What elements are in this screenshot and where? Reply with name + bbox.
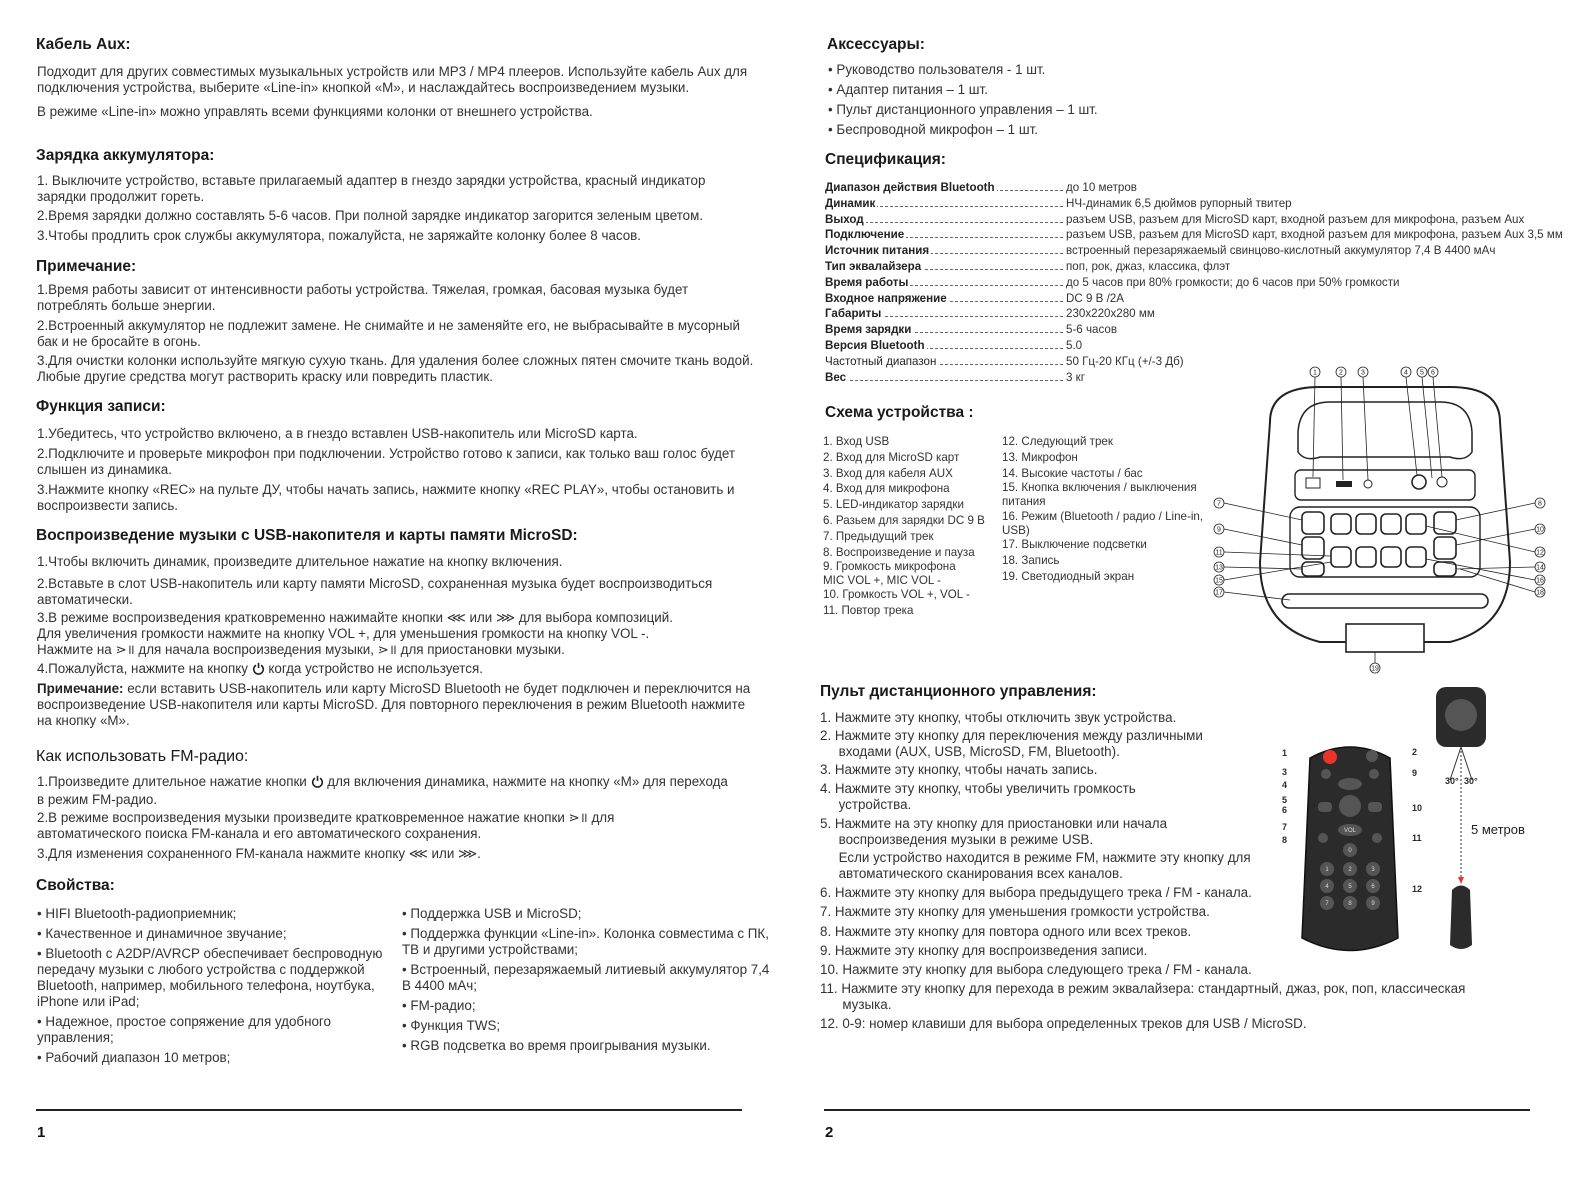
scheme-list-2 xyxy=(1002,434,1203,585)
accessories-title: Аксессуары: xyxy=(827,36,925,53)
spec-value: поп, рок, джаз, классика, флэт xyxy=(1066,259,1231,273)
prop-item: • Качественное и динамичное звучание; xyxy=(37,926,395,942)
page-number: 2 xyxy=(825,1124,834,1141)
aux-paragraph-2: В режиме «Line-in» можно управлять всеми функциями колонки от внешнего устройства. xyxy=(37,104,593,119)
scheme-item: 8. Воспроизведение и пауза xyxy=(823,545,975,559)
spec-row xyxy=(825,275,1576,291)
rec-title: Функция записи: xyxy=(36,398,166,415)
remote-item: 2. Нажмите эту кнопку для переключения между различными xyxy=(820,728,1203,743)
remote-item: 3. Нажмите эту кнопку, чтобы начать запись. xyxy=(820,762,1098,777)
usb-item-4-text-a: 4.Пожалуйста, нажмите на кнопку xyxy=(37,661,248,676)
rec-item-2: 2.Подключите и проверьте микрофон при подключении. Устройство готово к записи, как только ваш голос будет слышен из динамика. xyxy=(37,446,736,477)
svg-text:7: 7 xyxy=(1325,901,1329,907)
spec-value: 50 Гц-20 КГц (+/-3 Дб) xyxy=(1066,354,1184,368)
spec-row xyxy=(825,196,1576,212)
rec-item-3: 3.Нажмите кнопку «REC» на пульте ДУ, чтобы начать запись, нажмите кнопку «REC PLAY», чтобы остановить и воспроизвести запись. xyxy=(37,482,735,513)
svg-text:9: 9 xyxy=(1217,526,1221,534)
usb-item-4-text-b: когда устройство не используется. xyxy=(268,661,483,676)
page-number: 1 xyxy=(37,1124,46,1141)
usb-item-3c: Нажмите на ⋗॥ для начала воспроизведения музыки, ⋗॥ для приостановки музыки. xyxy=(37,642,565,657)
scheme-item: 15. Кнопка включения / выключения xyxy=(1002,481,1197,495)
remote-item: 11. Нажмите эту кнопку для перехода в режим эквалайзера: стандартный, джаз, рок, поп, классическая xyxy=(820,981,1466,996)
spec-key xyxy=(825,259,923,275)
spec-row xyxy=(825,322,1576,338)
accessory-item: • Руководство пользователя - 1 шт. xyxy=(828,62,1098,78)
scheme-item: 13. Микрофон xyxy=(1002,450,1078,464)
remote-item: 7. Нажмите эту кнопку для уменьшения громкости устройства. xyxy=(820,904,1210,919)
led-screen xyxy=(1346,624,1424,652)
callout-8: 8 xyxy=(1282,835,1288,845)
prop-item: • Функция TWS; xyxy=(402,1018,772,1034)
scheme-list-1 xyxy=(823,434,985,619)
accessories-list xyxy=(828,62,1098,142)
spec-key xyxy=(825,338,927,354)
spec-key-text: Тип эквалайзера xyxy=(825,259,922,273)
remote-item: музыка. xyxy=(820,997,892,1012)
note-title: Примечание: xyxy=(36,258,137,275)
svg-text:5: 5 xyxy=(1348,884,1352,890)
note-item-3: 3.Для очистки колонки используйте мягкую сухую ткань. Для удаления более сложных пятен смочите ткань водой. Любые другие средства могут растворить краску или повредить пластик. xyxy=(37,353,754,384)
remote-item: 6. Нажмите эту кнопку для выбора предыдущего трека / FM - канала. xyxy=(820,885,1252,900)
spec-key xyxy=(825,354,938,370)
footer-rule xyxy=(36,1109,742,1111)
spec-key xyxy=(825,243,931,259)
svg-text:10: 10 xyxy=(1536,526,1544,534)
spec-value: 3 кг xyxy=(1066,370,1085,384)
remote-item: входами (AUX, USB, MicroSD, FM, Bluetooth). xyxy=(820,744,1120,759)
callout-5: 5 xyxy=(1282,795,1288,805)
callout-7: 7 xyxy=(1282,822,1288,832)
spec-row xyxy=(825,212,1576,228)
spec-value: встроенный перезаряжаемый свинцово-кислотный аккумулятор 7,4 В 4400 мАч xyxy=(1066,244,1496,258)
svg-text:8: 8 xyxy=(1348,901,1352,907)
svg-text:3: 3 xyxy=(1371,867,1375,873)
spec-table xyxy=(825,180,1576,385)
callout-9: 9 xyxy=(1412,768,1418,778)
fm-item-2: 2.В режиме воспроизведения музыки произведите кратковременное нажатие кнопки ⋗॥ для автоматического поиска FM-канала и его автоматического сохранения. xyxy=(37,810,615,841)
spec-row xyxy=(825,243,1576,259)
prev-button xyxy=(1356,514,1376,534)
usb-item-1: 1.Чтобы включить динамик, произведите длительное нажатие на кнопку включения. xyxy=(37,554,563,569)
scheme-item: 10. Громкость VOL +, VOL - xyxy=(823,588,970,602)
scheme-item: 6. Разьем для зарядки DC 9 В xyxy=(823,513,985,527)
svg-text:1: 1 xyxy=(1313,369,1317,377)
scheme-item: питания xyxy=(1002,494,1046,508)
usb-note-label: Примечание: xyxy=(37,681,124,696)
scheme-item: MIC VOL +, MIC VOL - xyxy=(823,573,941,587)
vol-label: VOL xyxy=(1343,828,1357,834)
aux-paragraph-1: Подходит для других совместимых музыкальных устройств или MP3 / MP4 плееров. Используйте кабель Aux для подключения устройства, выберите «Line-in» кнопкой «M», и наслаждайтесь воспроизведением музыки. xyxy=(37,64,748,95)
spec-row xyxy=(825,259,1576,275)
spec-key-text: Источник питания xyxy=(825,244,930,258)
remote-item: 10. Нажмите эту кнопку для выбора следующего трека / FM - канала. xyxy=(820,962,1252,977)
spec-value: 230х220х280 мм xyxy=(1066,307,1155,321)
svg-text:18: 18 xyxy=(1536,589,1544,597)
spec-key xyxy=(825,291,949,307)
spec-value: 5-6 часов xyxy=(1066,323,1118,337)
svg-text:16: 16 xyxy=(1536,577,1544,585)
usb-port-icon xyxy=(1306,478,1320,488)
charge-item-1: 1. Выключите устройство, вставьте прилагаемый адаптер в гнездо зарядки устройства, красный индикатор зарядки продолжит гореть. xyxy=(37,173,706,204)
speaker-diagram xyxy=(1210,362,1555,677)
callout-3: 3 xyxy=(1282,767,1288,777)
svg-text:14: 14 xyxy=(1536,564,1544,572)
spec-key-text: Динамик xyxy=(825,196,876,210)
scheme-item: 1. Вход USB xyxy=(823,435,890,448)
spec-key-text: Версия Bluetooth xyxy=(825,338,925,352)
spec-key xyxy=(825,196,877,212)
microsd-port-icon xyxy=(1336,481,1352,487)
footer-rule xyxy=(824,1109,1530,1111)
remote-item: воспроизведения музыки в режиме USB. xyxy=(820,832,1094,847)
svg-text:3: 3 xyxy=(1361,369,1365,377)
power-icon xyxy=(252,662,265,679)
spec-key-text: Подключение xyxy=(825,228,905,242)
svg-text:19: 19 xyxy=(1371,665,1379,673)
dc-port-icon xyxy=(1437,477,1447,487)
callout-1: 1 xyxy=(1282,748,1288,758)
mode-button xyxy=(1406,547,1426,567)
callout-4: 4 xyxy=(1282,780,1288,790)
remote-item: 4. Нажмите эту кнопку, чтобы увеличить громкость xyxy=(820,781,1136,796)
prop-item: • Рабочий диапазон 10 метров; xyxy=(37,1050,395,1066)
fm-title: Как использовать FM-радио: xyxy=(36,748,249,765)
scheme-item: 5. LED-индикатор зарядки xyxy=(823,498,964,512)
prop-item: • Надежное, простое сопряжение для удобного управления; xyxy=(37,1014,395,1046)
usb-item-4 xyxy=(37,661,777,679)
prop-item: • FM-радио; xyxy=(402,998,772,1014)
props-col-2 xyxy=(402,906,772,1058)
spec-value: 5.0 xyxy=(1066,338,1083,352)
mic-port-icon xyxy=(1412,475,1426,489)
remote-title: Пульт дистанционного управления: xyxy=(820,683,1097,700)
usb-item-3b: Для увеличения громкости нажмите на кнопку VOL +, для уменьшения громкости на кнопку VOL -. xyxy=(37,626,650,641)
note-item-2: 2.Встроенный аккумулятор не подлежит замене. Не снимайте и не заменяйте его, не выбрасывайте в мусорный бак и не бросайте в огонь. xyxy=(37,318,740,349)
speaker-handle xyxy=(1298,402,1472,459)
remote-item: 5. Нажмите на эту кнопку для приостановки или начала xyxy=(820,816,1168,831)
scheme-item: 2. Вход для MicroSD карт xyxy=(823,450,960,464)
spec-title: Спецификация: xyxy=(825,151,946,168)
callout-12: 12 xyxy=(1412,884,1423,894)
scheme-item: 14. Высокие частоты / бас xyxy=(1002,466,1143,480)
svg-text:1: 1 xyxy=(1325,867,1329,873)
fm-item-1-text-a: 1.Произведите длительное нажатие кнопки xyxy=(37,774,307,789)
spec-key xyxy=(825,227,906,243)
remote-item: 9. Нажмите эту кнопку для воспроизведения записи. xyxy=(820,943,1148,958)
fm-item-1-text-b: для включения динамика, нажмите на кнопку «M» для перехода в режим FM-радио. xyxy=(37,774,728,807)
remote-item: Если устройство находится в режиме FM, нажмите эту кнопку для xyxy=(820,850,1251,865)
svg-text:15: 15 xyxy=(1215,577,1223,585)
range-diagram xyxy=(1430,685,1500,955)
power-icon xyxy=(311,775,324,792)
props-title: Свойства: xyxy=(36,877,115,894)
play-pause-button xyxy=(1381,514,1401,534)
spec-key-text: Время зарядки xyxy=(825,323,912,337)
svg-text:17: 17 xyxy=(1215,589,1223,597)
remote-callouts xyxy=(1276,738,1426,958)
mic-button xyxy=(1381,547,1401,567)
scheme-item: 9. Громкость микрофона xyxy=(823,560,956,574)
spec-key-text: Частотный диапазон xyxy=(825,354,937,368)
scheme-item: 18. Запись xyxy=(1002,554,1060,568)
spec-key-text: Входное напряжение xyxy=(825,291,947,305)
spec-value: DC 9 В /2А xyxy=(1066,291,1124,305)
repeat-button xyxy=(1331,514,1351,534)
remote-item: 12. 0-9: номер клавиши для выбора определенных треков для USB / MicroSD. xyxy=(820,1016,1307,1031)
aux-title: Кабель Aux: xyxy=(36,36,131,53)
accessory-item: • Пульт дистанционного управления – 1 шт. xyxy=(828,102,1098,118)
spec-row xyxy=(825,180,1576,196)
charge-item-3: 3.Чтобы продлить срок службы аккумулятора, пожалуйста, не заряжайте колонку более 8 часов. xyxy=(37,228,642,243)
svg-text:2: 2 xyxy=(1348,867,1352,873)
svg-text:0: 0 xyxy=(1348,848,1352,854)
angle-right: 30° xyxy=(1464,776,1478,786)
callout-2: 2 xyxy=(1412,747,1418,757)
remote-item: автоматического сканирования всех каналов. xyxy=(820,866,1123,881)
spec-key-text: Время работы xyxy=(825,275,909,289)
scheme-item: 11. Повтор трека xyxy=(823,604,914,618)
page-right xyxy=(790,0,1576,1181)
usb-note xyxy=(37,681,757,729)
charge-title: Зарядка аккумулятора: xyxy=(36,147,215,164)
usb-title: Воспроизведение музыки с USB-накопителя и карты памяти MicroSD: xyxy=(36,527,578,544)
spec-row xyxy=(825,306,1576,322)
svg-text:8: 8 xyxy=(1538,500,1542,508)
svg-text:6: 6 xyxy=(1371,884,1375,890)
prop-item: • Bluetooth с A2DP/AVRCP обеспечивает беспроводную передачу музыки с любого устройства с поддержкой Bluetooth, например, мобильного телефона, ноутбука, iPhone или iPad; xyxy=(37,946,395,1010)
spec-key-text: Выход xyxy=(825,212,864,226)
svg-text:6: 6 xyxy=(1431,369,1435,377)
light-bar xyxy=(1282,594,1488,608)
prop-item: • HIFI Bluetooth-радиоприемник; xyxy=(37,906,395,922)
svg-text:2: 2 xyxy=(1339,369,1343,377)
spec-value: до 10 метров xyxy=(1066,181,1137,194)
angle-left: 30° xyxy=(1445,776,1459,786)
range-distance: 5 метров xyxy=(1471,822,1525,837)
spec-key-text: Габариты xyxy=(825,307,882,321)
spec-key xyxy=(825,212,866,228)
light-off-button xyxy=(1356,547,1376,567)
prop-item: • RGB подсветка во время проигрывания музыки. xyxy=(402,1038,772,1054)
charge-item-2: 2.Время зарядки должно составлять 5-6 часов. При полной зарядке индикатор загорится зеленым цветом. xyxy=(37,208,704,223)
scheme-item: 4. Вход для микрофона xyxy=(823,482,950,496)
scheme-item: 3. Вход для кабеля AUX xyxy=(823,466,953,480)
scheme-item: 16. Режим (Bluetooth / радио / Line-in, xyxy=(1002,510,1204,524)
remote-item: 8. Нажмите эту кнопку для повтора одного или всех треков. xyxy=(820,924,1192,939)
usb-note-text: если вставить USB-накопитель или карту MicroSD Bluetooth не будет подключен и переключится на воспроизведение USB-накопителя или карты MicroSD. Для повторного переключения в режим Bluetooth нажмите на кнопку «M». xyxy=(37,681,751,728)
scheme-title: Схема устройства : xyxy=(825,404,974,421)
aux-port-icon xyxy=(1364,480,1372,488)
spec-value: до 5 часов при 80% громкости; до 6 часов при 50% громкости xyxy=(1066,275,1400,289)
spec-row xyxy=(825,338,1576,354)
fm-item-3: 3.Для изменения сохраненного FM-канала нажмите кнопку ⋘ или ⋙. xyxy=(37,846,481,861)
ports-panel xyxy=(1295,470,1475,500)
mic-vol-up-button xyxy=(1302,512,1324,534)
svg-text:5: 5 xyxy=(1420,369,1424,377)
callout-11: 11 xyxy=(1412,833,1422,843)
svg-text:11: 11 xyxy=(1215,549,1223,557)
usb-item-2: 2.Вставьте в слот USB-накопитель или карту памяти MicroSD, сохраненная музыка будет воспроизводиться автоматически. xyxy=(37,576,713,607)
spec-value: разъем USB, разъем для MicroSD карт, входной разъем для микрофона, разъем Aux xyxy=(1066,212,1525,226)
spec-key xyxy=(825,275,910,291)
scheme-item: 12. Следующий трек xyxy=(1002,435,1113,448)
scheme-item: USB) xyxy=(1002,523,1030,537)
svg-text:7: 7 xyxy=(1217,500,1221,508)
spec-key xyxy=(825,306,883,322)
scheme-item: 19. Светодиодный экран xyxy=(1002,569,1135,583)
spec-value: разъем USB, разъем для MicroSD карт, входной разъем для микрофона, разъем Aux 3,5 мм xyxy=(1066,228,1563,242)
spec-key xyxy=(825,370,848,386)
props-col-1 xyxy=(37,906,395,1070)
spec-row xyxy=(825,291,1576,307)
accessory-item: • Беспроводной микрофон – 1 шт. xyxy=(828,122,1098,138)
svg-text:4: 4 xyxy=(1404,369,1408,377)
svg-text:12: 12 xyxy=(1536,549,1544,557)
scheme-item: 7. Предыдущий трек xyxy=(823,529,934,543)
spec-leader xyxy=(825,380,1063,381)
remote-item: устройства. xyxy=(820,797,912,812)
callout-10: 10 xyxy=(1412,803,1423,813)
spec-key xyxy=(825,322,913,338)
remote-item: 1. Нажмите эту кнопку, чтобы отключить звук устройства. xyxy=(820,710,1177,725)
usb-item-3a: 3.В режиме воспроизведения кратковременно нажимайте кнопки ⋘ или ⋙ для выбора композиций. xyxy=(37,610,673,625)
accessory-item: • Адаптер питания – 1 шт. xyxy=(828,82,1098,98)
note-item-1: 1.Время работы зависит от интенсивности работы устройства. Тяжелая, громкая, басовая музыка будет потреблять больше энергии. xyxy=(37,282,689,313)
prop-item: • Поддержка USB и MicroSD; xyxy=(402,906,772,922)
spec-key-text: Диапазон действия Bluetooth xyxy=(825,181,995,194)
callout-6: 6 xyxy=(1282,805,1288,815)
svg-text:9: 9 xyxy=(1371,901,1375,907)
spec-key-text: Вес xyxy=(825,370,847,384)
spec-key xyxy=(825,180,997,196)
svg-text:13: 13 xyxy=(1215,564,1223,572)
prop-item: • Встроенный, перезаряжаемый литиевый аккумулятор 7,4 В 4400 мАч; xyxy=(402,962,772,994)
mini-remote xyxy=(1450,886,1472,950)
spec-value: НЧ-динамик 6,5 дюймов рупорный твитер xyxy=(1066,196,1292,210)
svg-text:4: 4 xyxy=(1325,884,1329,890)
vol-down-button xyxy=(1434,537,1456,559)
rec-item-1: 1.Убедитесь, что устройство включено, а в гнездо вставлен USB-накопитель или MicroSD карта. xyxy=(37,426,638,441)
next-button xyxy=(1406,514,1426,534)
prop-item: • Поддержка функции «Line-in». Колонка совместима с ПК, ТВ и другими устройствами; xyxy=(402,926,772,958)
spec-row xyxy=(825,227,1576,243)
scheme-item: 17. Выключение подсветки xyxy=(1002,538,1147,552)
power-button xyxy=(1331,547,1351,567)
fm-item-1 xyxy=(37,774,737,808)
